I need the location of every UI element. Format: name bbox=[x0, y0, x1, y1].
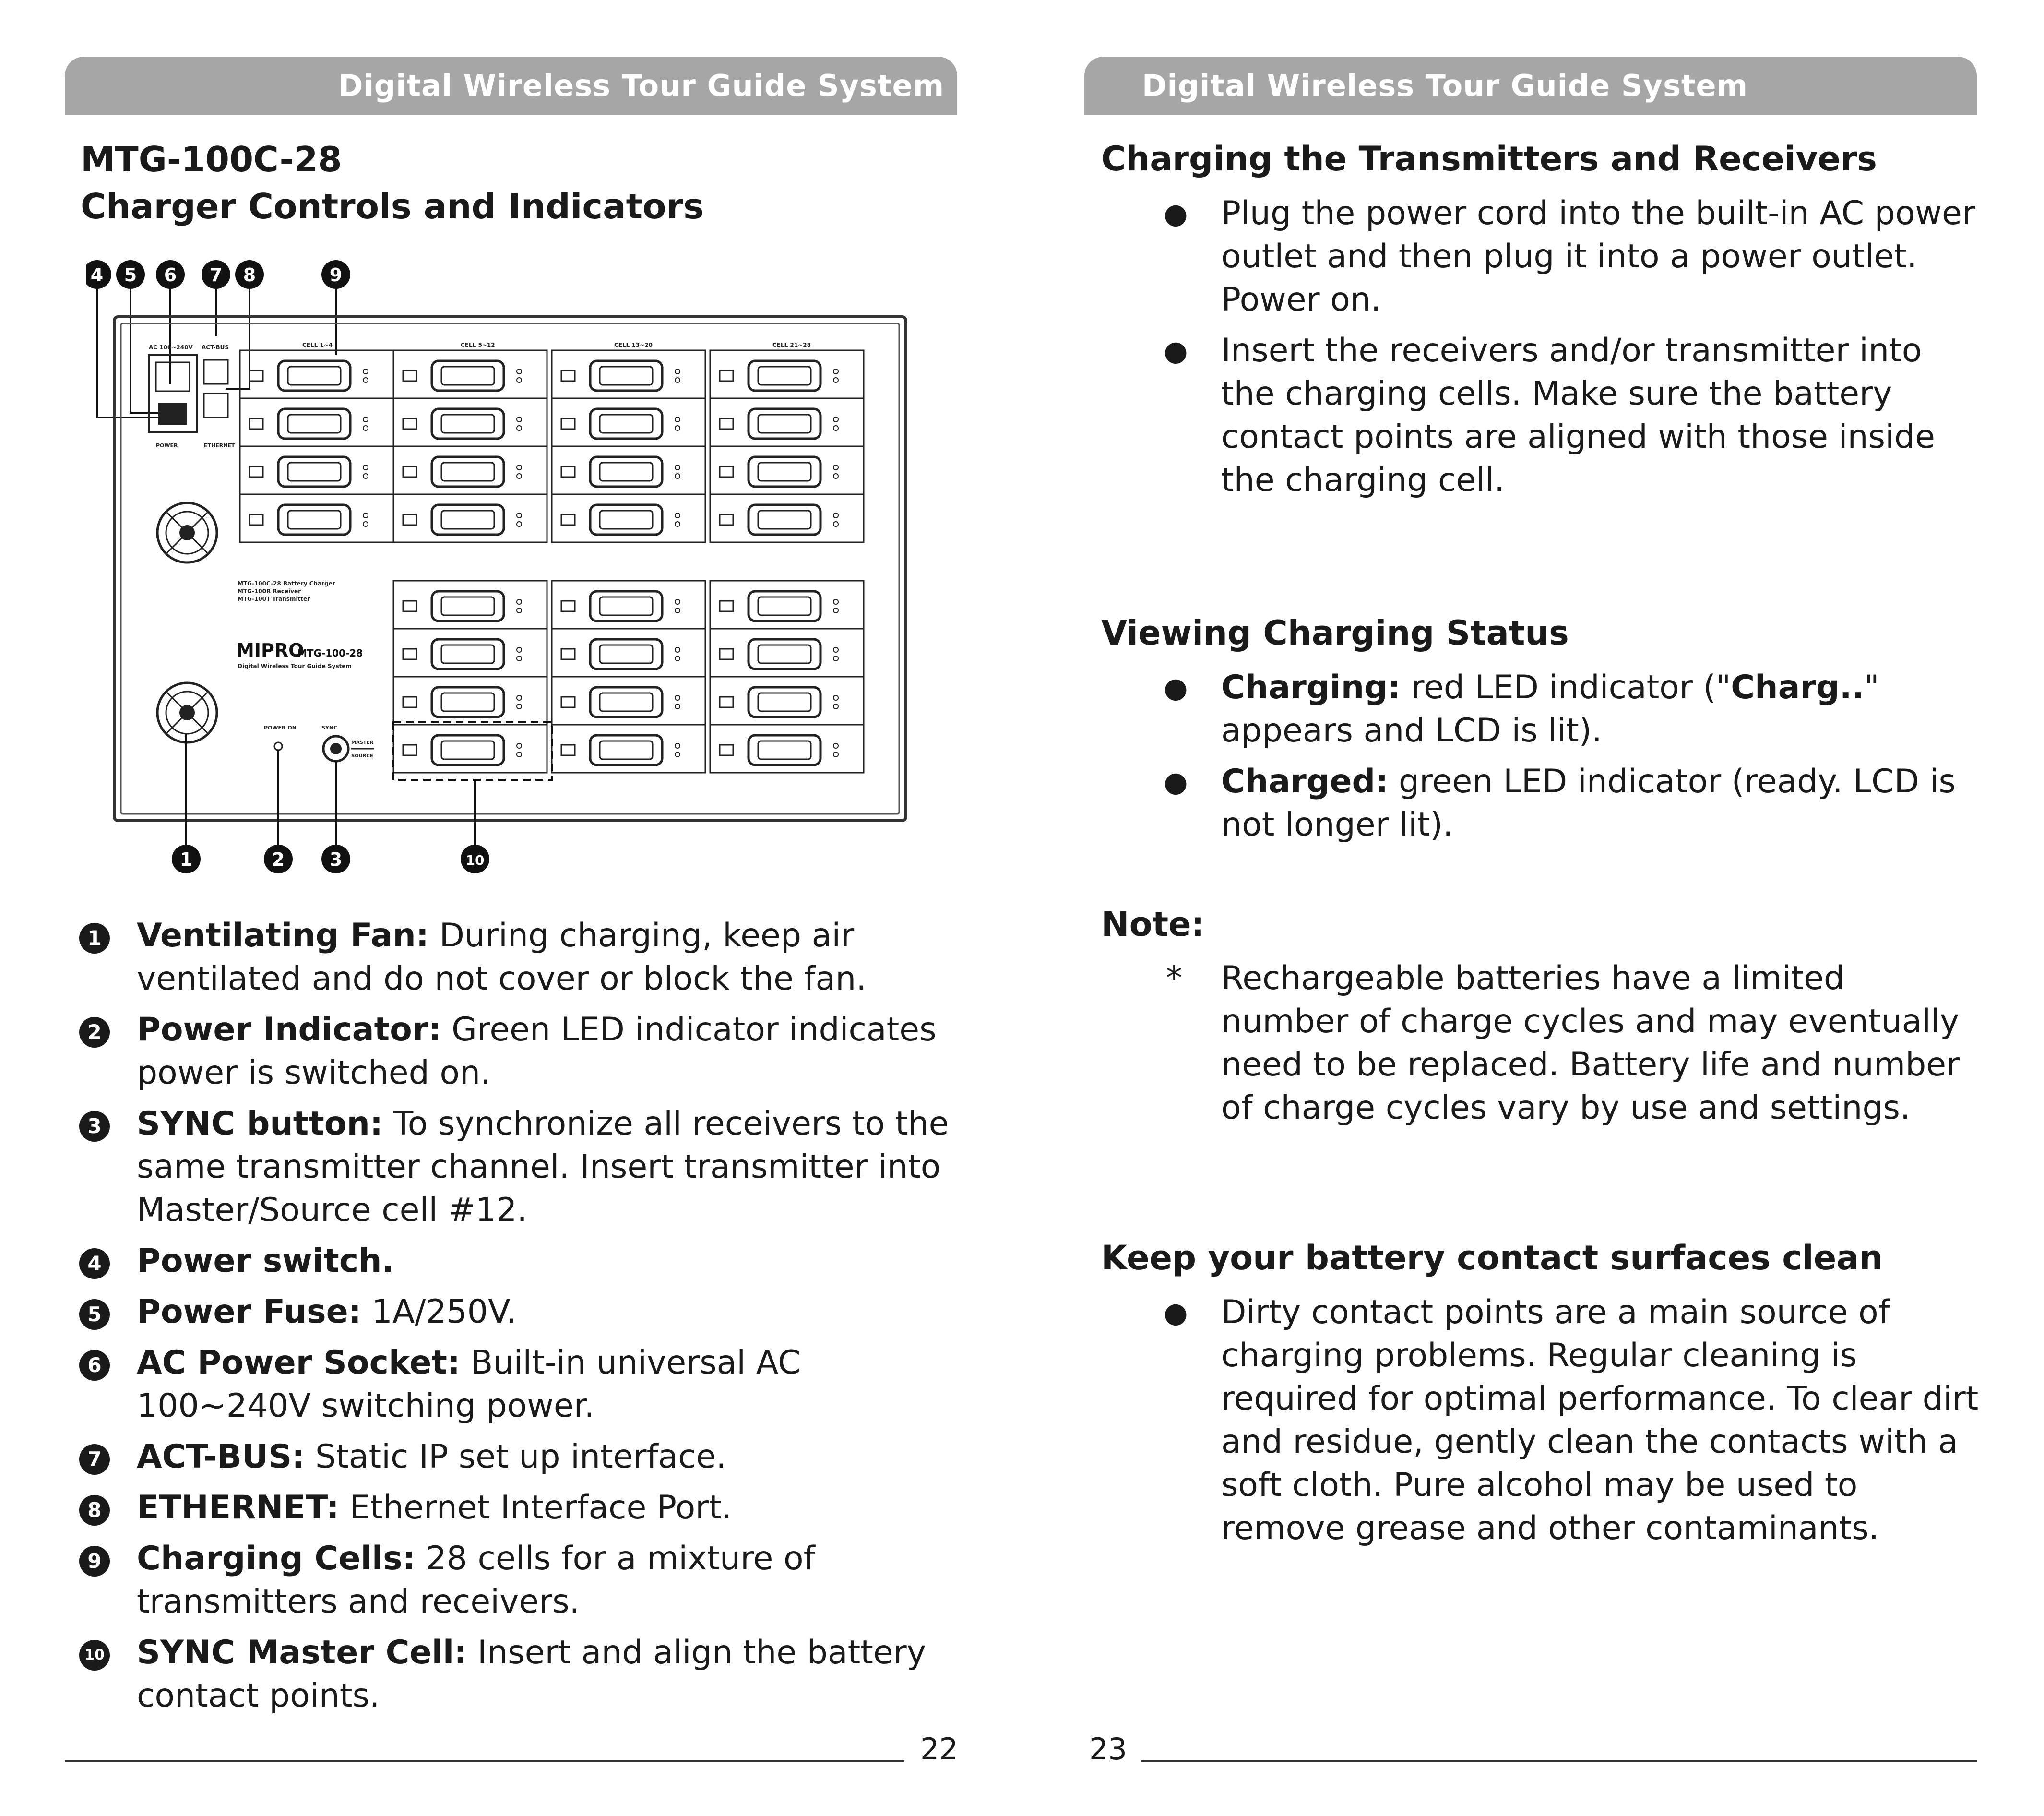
charging-cell bbox=[552, 725, 705, 773]
svg-text:ACT-BUS: ACT-BUS bbox=[202, 344, 229, 351]
callout-3 bbox=[321, 845, 350, 873]
footer-rule bbox=[1141, 1760, 1977, 1762]
charging-cell bbox=[240, 398, 393, 446]
bullet-list bbox=[1101, 666, 1994, 854]
charging-cell bbox=[240, 494, 393, 542]
callout-10 bbox=[461, 845, 489, 873]
page-header-banner bbox=[1084, 57, 1977, 115]
svg-text:Digital Wireless Tour Guide Sy: Digital Wireless Tour Guide System bbox=[238, 663, 352, 669]
legend-item: 7 ACT-BUS: Static IP set up interface. bbox=[79, 1435, 957, 1479]
charging-cell bbox=[552, 629, 705, 677]
svg-text:SOURCE: SOURCE bbox=[351, 753, 373, 759]
section-heading: Viewing Charging Status bbox=[1101, 613, 1569, 653]
svg-text:CELL 1~4: CELL 1~4 bbox=[302, 342, 333, 348]
section-heading: Charging the Transmitters and Receivers bbox=[1101, 139, 1877, 179]
charging-cell bbox=[710, 446, 864, 494]
charging-cell bbox=[393, 725, 547, 773]
svg-text:1: 1 bbox=[179, 849, 193, 870]
charging-cell bbox=[393, 494, 547, 542]
charging-cell bbox=[710, 629, 864, 677]
svg-text:2: 2 bbox=[272, 849, 285, 870]
svg-text:6: 6 bbox=[164, 264, 177, 286]
bullet-item: ● Charged: green LED indicator (ready. LCD is not longer lit). bbox=[1164, 763, 1956, 844]
charging-cell bbox=[552, 494, 705, 542]
bullet-item: ● Dirty contact points are a main source of charging problems. Regular cleaning is required for optimal performance. To clear dirt and residue, gently clean the contacts with a soft cloth. Pure alcohol may be used to remove grease and other contaminants. bbox=[1164, 1293, 1979, 1547]
charging-cell bbox=[710, 725, 864, 773]
callout-7 bbox=[202, 260, 230, 289]
charging-cell bbox=[552, 446, 705, 494]
charging-cell bbox=[710, 494, 864, 542]
svg-text:MTG-100-28: MTG-100-28 bbox=[297, 647, 363, 659]
legend-item: 2 Power Indicator: Green LED indicator indicates power is switched on. bbox=[79, 1008, 957, 1095]
charging-cell bbox=[710, 581, 864, 629]
charging-cell bbox=[710, 677, 864, 725]
footer-rule bbox=[65, 1760, 904, 1762]
page-header-banner bbox=[65, 57, 957, 115]
svg-text:CELL 13~20: CELL 13~20 bbox=[614, 342, 653, 348]
legend-item: 4 Power switch. bbox=[79, 1240, 957, 1283]
charging-cell bbox=[393, 581, 547, 629]
svg-text:9: 9 bbox=[329, 264, 343, 286]
svg-text:MTG-100R Receiver: MTG-100R Receiver bbox=[238, 588, 301, 595]
charging-cell bbox=[393, 677, 547, 725]
bullet-list bbox=[1101, 1291, 1994, 1558]
charging-cell bbox=[393, 629, 547, 677]
legend-item: 3 SYNC button: To synchronize all receivers to the same transmitter channel. Insert transmitter into Master/Source cell #12. bbox=[79, 1102, 957, 1232]
header-title: Digital Wireless Tour Guide System bbox=[338, 68, 945, 103]
legend-item: 6 AC Power Socket: Built-in universal AC 100~240V switching power. bbox=[79, 1341, 957, 1428]
page-number: 23 bbox=[1089, 1732, 1127, 1767]
charging-cell bbox=[552, 398, 705, 446]
svg-text:MASTER: MASTER bbox=[351, 740, 374, 745]
model-title: MTG-100C-28 bbox=[81, 139, 342, 179]
svg-text:SYNC: SYNC bbox=[321, 725, 338, 731]
fan-lower bbox=[157, 683, 217, 742]
svg-text:10: 10 bbox=[465, 852, 485, 868]
callout-6 bbox=[156, 260, 185, 289]
legend-item: 1 Ventilating Fan: During charging, keep air ventilated and do not cover or block the fan. bbox=[79, 914, 957, 1001]
svg-text:MIPRO: MIPRO bbox=[236, 640, 304, 661]
section-title: Charger Controls and Indicators bbox=[81, 186, 704, 227]
svg-text:MTG-100C-28 Battery Charger: MTG-100C-28 Battery Charger bbox=[238, 580, 335, 587]
svg-text:CELL 5~12: CELL 5~12 bbox=[461, 342, 495, 348]
note-list bbox=[1101, 957, 1994, 1137]
bullet-list bbox=[1101, 192, 1994, 510]
callout-1 bbox=[172, 845, 201, 873]
svg-text:4: 4 bbox=[90, 264, 104, 286]
callout-4 bbox=[86, 260, 111, 289]
charging-cell bbox=[710, 350, 864, 398]
svg-text:MTG-100T Transmitter: MTG-100T Transmitter bbox=[238, 596, 310, 602]
charging-cell bbox=[710, 398, 864, 446]
svg-text:ETHERNET: ETHERNET bbox=[204, 442, 235, 449]
legend-list bbox=[79, 914, 957, 1725]
header-title: Digital Wireless Tour Guide System bbox=[1142, 68, 1748, 103]
svg-text:POWER: POWER bbox=[156, 442, 178, 449]
svg-text:5: 5 bbox=[124, 264, 137, 286]
charging-cell bbox=[552, 581, 705, 629]
note-item: * Rechargeable batteries have a limited number of charge cycles and may eventually need to be replaced. Battery life and number of charge cycles vary by use and settings. bbox=[1166, 959, 1960, 1127]
svg-text:3: 3 bbox=[329, 849, 343, 870]
right-page bbox=[1022, 0, 2044, 1816]
charging-cell bbox=[552, 677, 705, 725]
bullet-item: ● Insert the receivers and/or transmitter into the charging cells. Make sure the battery contact points are aligned with those inside the charging cell. bbox=[1164, 332, 1935, 499]
charger-panel-diagram bbox=[86, 250, 921, 897]
legend-item: 9 Charging Cells: 28 cells for a mixture of transmitters and receivers. bbox=[79, 1537, 957, 1624]
charging-cell bbox=[240, 350, 393, 398]
svg-text:CELL 21~28: CELL 21~28 bbox=[772, 342, 811, 348]
section-heading: Keep your battery contact surfaces clean bbox=[1101, 1238, 1883, 1278]
legend-item: 10 SYNC Master Cell: Insert and align the battery contact points. bbox=[79, 1631, 957, 1718]
bullet-item: ● Plug the power cord into the built-in AC power outlet and then plug it into a power outlet. Power on. bbox=[1164, 194, 1975, 319]
callout-8 bbox=[235, 260, 264, 289]
charging-cell-grid bbox=[240, 350, 864, 773]
fan-upper bbox=[157, 503, 217, 562]
legend-item: 5 Power Fuse: 1A/250V. bbox=[79, 1290, 957, 1334]
svg-text:POWER ON: POWER ON bbox=[264, 725, 297, 731]
svg-text:8: 8 bbox=[243, 264, 256, 286]
note-heading: Note: bbox=[1101, 905, 1205, 944]
charging-cell bbox=[552, 350, 705, 398]
callout-9 bbox=[321, 260, 350, 289]
svg-text:7: 7 bbox=[209, 264, 223, 286]
page-number: 22 bbox=[920, 1732, 958, 1767]
charging-cell bbox=[393, 350, 547, 398]
svg-text:AC 100~240V: AC 100~240V bbox=[149, 344, 193, 351]
charging-cell bbox=[393, 398, 547, 446]
callout-5 bbox=[116, 260, 145, 289]
charging-cell bbox=[240, 446, 393, 494]
legend-item: 8 ETHERNET: Ethernet Interface Port. bbox=[79, 1486, 957, 1529]
callout-2 bbox=[264, 845, 293, 873]
charging-cell bbox=[393, 446, 547, 494]
bullet-item: ● Charging: red LED indicator ("Charg.." appears and LCD is lit). bbox=[1164, 669, 1879, 750]
